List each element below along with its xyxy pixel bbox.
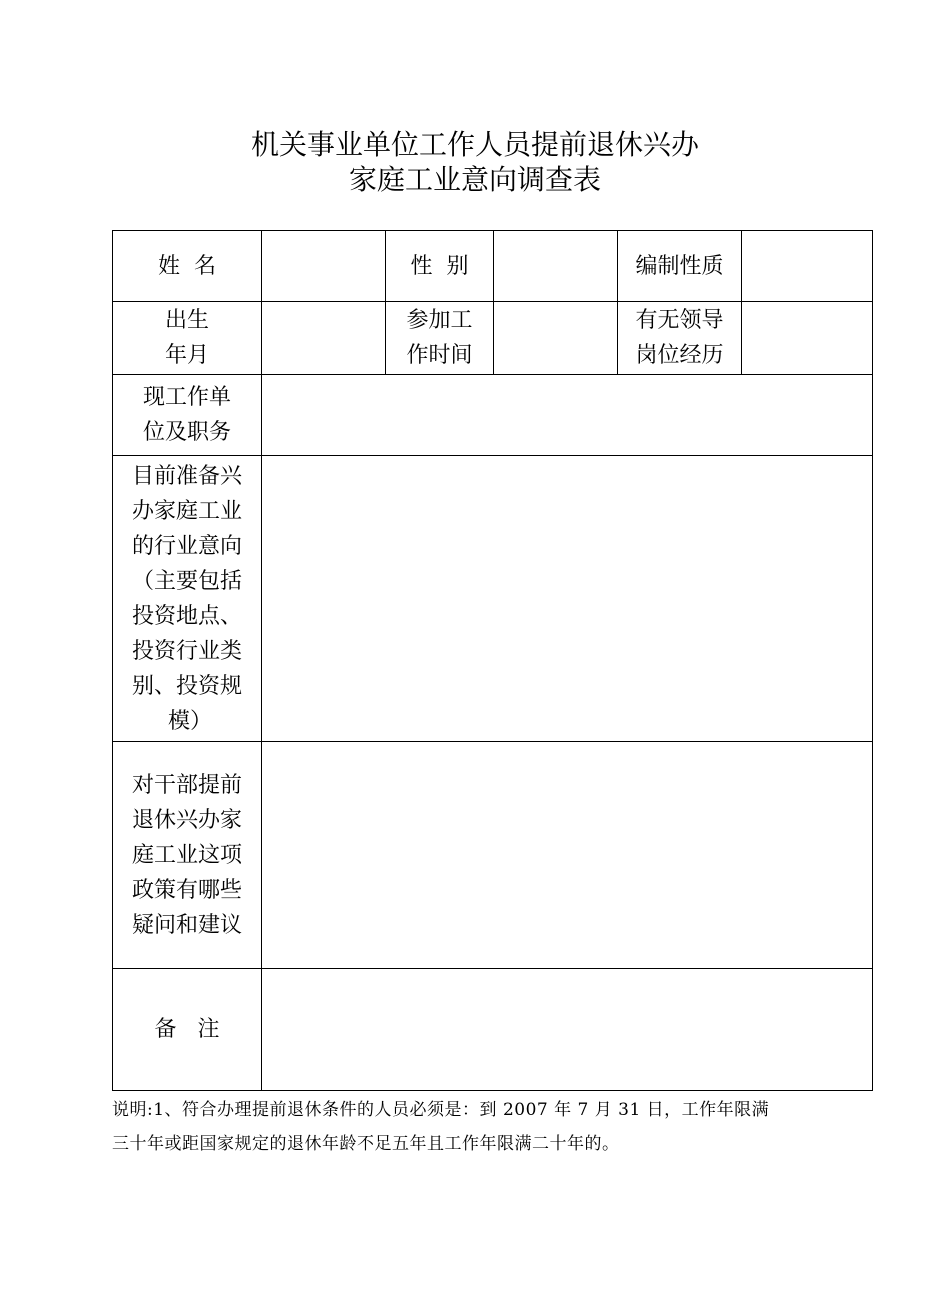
current-unit-field[interactable]	[262, 375, 873, 456]
industry-intent-label-line: 的行业意向	[131, 533, 242, 559]
industry-intent-label-line: 模）	[167, 708, 212, 734]
leadership-experience-label-line-1: 有无领导	[635, 308, 724, 333]
name-label	[113, 231, 262, 302]
leadership-experience-label-line-2: 岗位经历	[635, 343, 724, 368]
form-row-dates	[113, 302, 873, 375]
remarks-field[interactable]	[262, 969, 873, 1091]
work-start-label-line-1: 参加工	[406, 308, 473, 333]
policy-questions-label-line: 退休兴办家	[131, 807, 242, 833]
work-start-field[interactable]	[494, 302, 618, 375]
current-unit-label-line-2: 位及职务	[142, 420, 231, 445]
remarks-label-text: 备 注	[154, 1017, 220, 1042]
remarks-label	[113, 969, 262, 1091]
work-start-label	[386, 302, 494, 375]
industry-intent-label-line: 投资行业类	[131, 638, 242, 664]
policy-questions-label-line: 疑问和建议	[131, 912, 242, 938]
name-label-text: 姓 名	[158, 253, 216, 279]
gender-label-text: 性 别	[410, 253, 469, 279]
name-field[interactable]	[262, 231, 386, 302]
industry-intent-label-line: 别、投资规	[131, 673, 242, 699]
survey-form-table	[112, 230, 873, 1091]
industry-intent-label	[113, 456, 262, 742]
policy-questions-field[interactable]	[262, 742, 873, 969]
current-unit-label-line-1: 现工作单	[142, 385, 231, 410]
policy-questions-label-line: 庭工业这项	[131, 842, 242, 868]
industry-intent-label-line: 目前准备兴	[131, 463, 242, 489]
note-line-2: 三十年或距国家规定的退休年龄不足五年且工作年限满二十年的。	[112, 1134, 620, 1154]
industry-intent-label-line: 投资地点、	[131, 603, 242, 629]
work-start-label-line-2: 作时间	[406, 343, 473, 368]
form-row-remarks	[113, 969, 873, 1091]
industry-intent-field[interactable]	[262, 456, 873, 742]
form-row-policy-questions	[113, 742, 873, 969]
birth-date-field[interactable]	[262, 302, 386, 375]
birth-date-label-line-2: 年月	[164, 343, 209, 368]
form-row-basic-info	[113, 231, 873, 302]
leadership-experience-field[interactable]	[742, 302, 873, 375]
birth-date-label	[113, 302, 262, 375]
gender-label	[386, 231, 494, 302]
page-title-line-1: 机关事业单位工作人员提前退休兴办	[250, 128, 699, 161]
birth-date-label-line-1: 出生	[164, 308, 209, 333]
staffing-type-field[interactable]	[742, 231, 873, 302]
note-line-1: 说明:1、符合办理提前退休条件的人员必须是：到 2007 年 7 月 31 日，工作年限满	[112, 1100, 770, 1120]
leadership-experience-label	[618, 302, 742, 375]
policy-questions-label-line: 政策有哪些	[131, 877, 242, 903]
form-row-industry-intent	[113, 456, 873, 742]
industry-intent-label-line: （主要包括	[131, 568, 242, 594]
form-row-current-unit	[113, 375, 873, 456]
gender-field[interactable]	[494, 231, 618, 302]
policy-questions-label-line: 对干部提前	[131, 772, 242, 798]
page-title-line-2: 家庭工业意向调查表	[348, 163, 601, 196]
policy-questions-label	[113, 742, 262, 969]
industry-intent-label-line: 办家庭工业	[131, 498, 242, 524]
current-unit-label	[113, 375, 262, 456]
staffing-type-label: 编制性质	[618, 231, 742, 302]
